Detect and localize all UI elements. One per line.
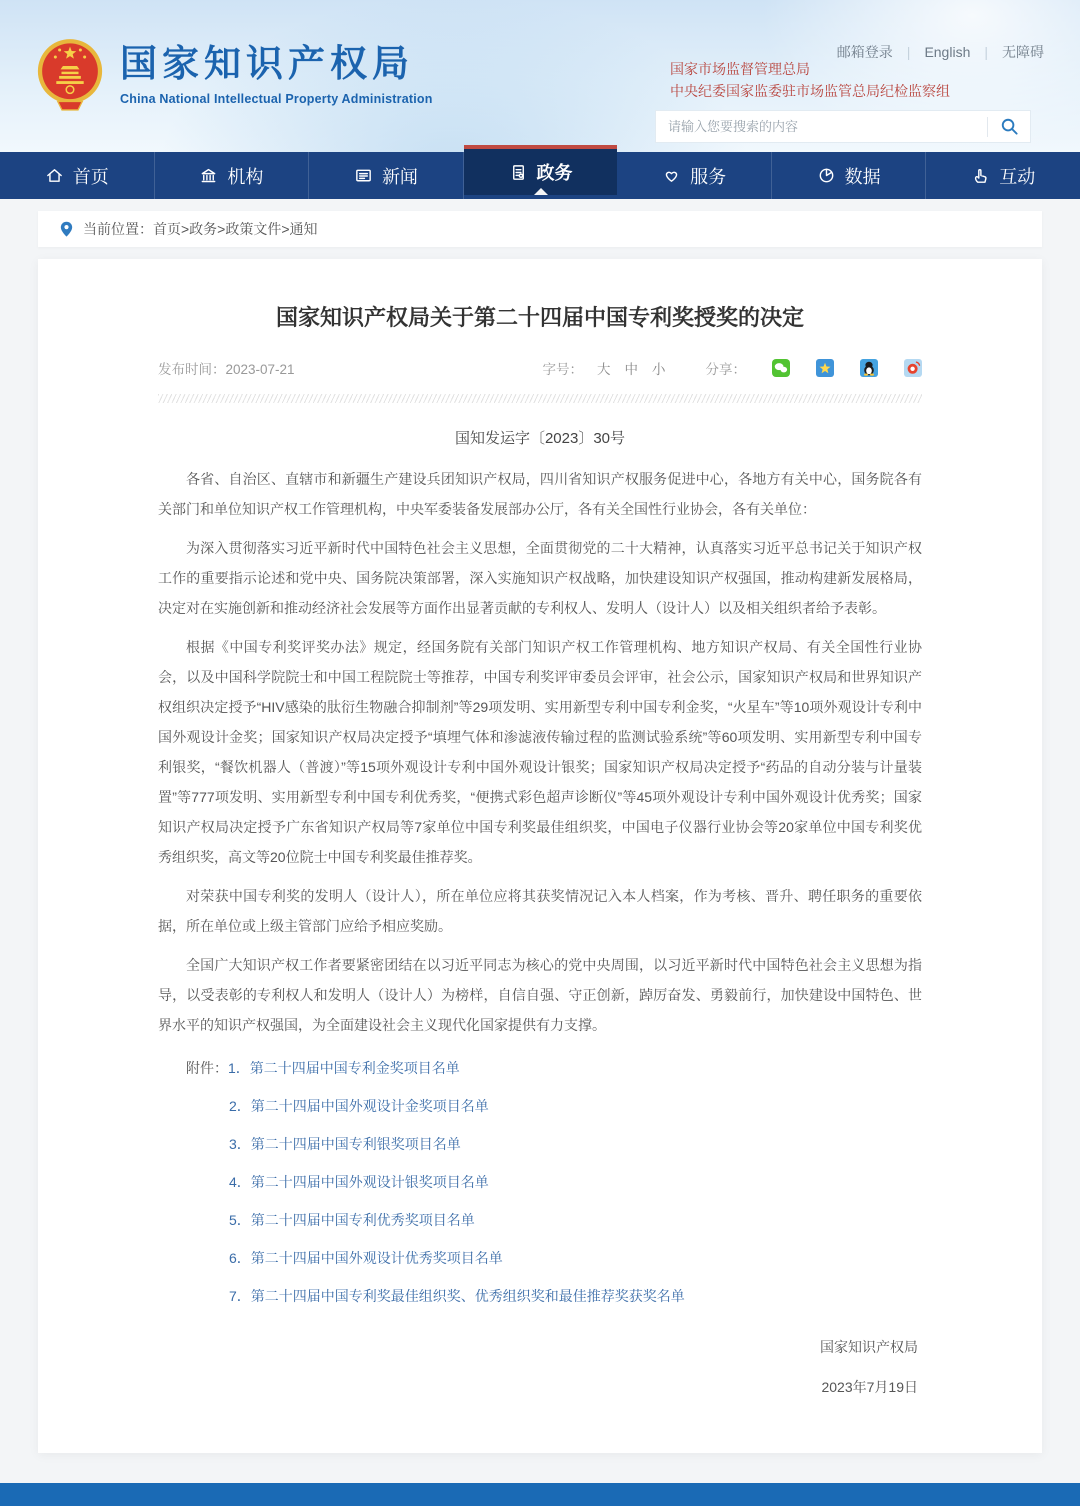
paragraph: 为深入贯彻落实习近平新时代中国特色社会主义思想，全面贯彻党的二十大精神，认真落实习近平总书记关于知识产权工作的重要指示论述和党中央、国务院决策部署，深入实施知识产权战略，加快建设知识产权强国，推动构建新发展格局，决定对在实施创新和推动经济社会发展等方面作出显著贡献的专利权人、发明人（设计人）以及相关组织者给予表彰。: [158, 540, 922, 616]
main-nav: [0, 152, 1080, 199]
divider-hatch: [158, 394, 922, 403]
nav-item-label: 数据: [844, 166, 881, 187]
attachment-link-3[interactable]: 3．第二十四届中国专利银奖项目名单: [229, 1136, 461, 1152]
signature-org: 国家知识产权局: [820, 1339, 918, 1355]
nav-item-label: 服务: [690, 166, 727, 187]
share-label: 分享：: [705, 362, 746, 377]
bank-icon: [199, 166, 218, 185]
site-header: [0, 0, 1080, 152]
qq-share-icon[interactable]: [860, 359, 878, 377]
location-pin-icon: [58, 220, 75, 238]
site-title-block: [120, 44, 433, 106]
publish-label: 发布时间：: [158, 362, 226, 377]
font-size-medium-button[interactable]: 中: [624, 362, 638, 377]
search-button[interactable]: [988, 111, 1030, 142]
related-agency-links: [670, 58, 950, 102]
attachment-link-6[interactable]: 6．第二十四届中国外观设计优秀奖项目名单: [229, 1250, 503, 1266]
publish-date: 2023-07-21: [225, 362, 295, 377]
divider: |: [984, 44, 988, 60]
main-content-area: [0, 199, 1080, 1483]
article-meta-row: [158, 358, 922, 378]
mail-login-link[interactable]: 邮箱登录: [836, 44, 893, 60]
article-title: 国家知识产权局关于第二十四届中国专利奖授奖的决定: [275, 305, 804, 330]
nav-item-org[interactable]: [155, 152, 310, 199]
attachment-link-1[interactable]: 1．第二十四届中国专利金奖项目名单: [228, 1060, 460, 1076]
article-card: [38, 259, 1042, 1453]
national-emblem-icon: [36, 36, 104, 114]
attachment-row: [158, 1163, 922, 1201]
paragraph: 全国广大知识产权工作者要紧密团结在以习近平同志为核心的党中央周围，以习近平新时代中国特色社会主义思想为指导，以受表彰的专利权人和发明人（设计人）为榜样，自信自强、守正创新，踔厉奋发、勇毅前行，加快建设中国特色、世界水平的知识产权强国，为全面建设社会主义现代化国家提供有力支撑。: [158, 957, 922, 1033]
data-icon: [817, 166, 836, 185]
attachment-row: [158, 1049, 922, 1087]
nav-item-label: 首页: [72, 166, 109, 187]
footer-bar: [0, 1483, 1080, 1506]
publish-time: [158, 358, 295, 378]
paragraph: 根据《中国专利奖评奖办法》规定，经国务院有关部门知识产权工作管理机构、地方知识产权局、有关全国性行业协会，以及中国科学院院士和中国工程院院士等推荐，中国专利奖评审委员会评审，社会公示，国家知识产权局和世界知识产权组织决定授予“HIV感染的肽衍生物融合抑制剂”等29项发明、实用新型专利中国专利金奖，“火星车”等10项外观设计专利中国外观设计金奖；国家知识产权局决定授予“填埋气体和渗滤液传输过程的监测试验系统”等60项发明、实用新型专利中国专利银奖，“餐饮机器人（普渡）”等15项外观设计专利中国外观设计银奖；国家知识产权局决定授予“药品的自动分装与计量装置”等777项发明、实用新型专利中国专利优秀奖，“便携式彩色超声诊断仪”等45项外观设计专利中国外观设计优秀奖；国家知识产权局决定授予广东省知识产权局等7家单位中国专利奖最佳组织奖，中国电子仪器行业协会等20家单位中国专利奖优秀组织奖，高文等20位院士中国专利奖最佳推荐奖。: [158, 639, 922, 865]
site-logo[interactable]: [36, 36, 433, 114]
attachments-label: 附件：: [186, 1060, 228, 1076]
service-icon: [662, 166, 681, 185]
nav-item-label: 机构: [227, 166, 264, 187]
accessibility-link[interactable]: 无障碍: [1002, 44, 1044, 60]
home-icon: [45, 166, 64, 185]
attachment-row: [158, 1087, 922, 1125]
nav-item-gov-affairs[interactable]: [464, 145, 618, 195]
document-number: 国知发运字〔2023〕30号: [454, 430, 626, 447]
font-size-large-button[interactable]: 大: [597, 362, 611, 377]
divider: |: [906, 44, 911, 60]
site-title: 国家知识产权局: [120, 43, 414, 85]
document-icon: [509, 163, 528, 182]
attachment-link-7[interactable]: 7．第二十四届中国专利奖最佳组织奖、优秀组织奖和最佳推荐奖获奖名单: [229, 1288, 685, 1304]
breadcrumb: [38, 211, 1042, 247]
nav-item-label: 政务: [536, 163, 573, 183]
nav-item-news[interactable]: [309, 152, 464, 199]
related-link-ccdi[interactable]: 中央纪委国家监委驻市场监管总局纪检监察组: [670, 83, 950, 99]
breadcrumb-path[interactable]: 首页>政务>政策文件>通知: [153, 221, 318, 237]
attachment-row: [158, 1125, 922, 1163]
attachment-link-5[interactable]: 5．第二十四届中国专利优秀奖项目名单: [229, 1212, 475, 1228]
meta-right: [543, 358, 923, 378]
font-size-small-button[interactable]: 小: [652, 362, 666, 377]
breadcrumb-prefix: 当前位置：: [83, 221, 153, 237]
wechat-share-icon[interactable]: [772, 359, 790, 377]
paragraph: 对荣获中国专利奖的发明人（设计人），所在单位应将其获奖情况记入本人档案，作为考核、晋升、聘任职务的重要依据，所在单位或上级主管部门应给予相应奖励。: [158, 888, 922, 934]
weibo-share-icon[interactable]: [904, 359, 922, 377]
share-icons: [746, 359, 922, 377]
article-body: [158, 464, 922, 1040]
nav-item-label: 互动: [999, 166, 1036, 187]
attachment-row: [158, 1201, 922, 1239]
qzone-share-icon[interactable]: [816, 359, 834, 377]
attachment-row: [158, 1239, 922, 1277]
interact-icon: [971, 166, 990, 185]
attachment-link-4[interactable]: 4．第二十四届中国外观设计银奖项目名单: [229, 1174, 489, 1190]
signature-date: 2023年7月19日: [821, 1379, 918, 1395]
font-size-label: 字号：: [542, 362, 583, 377]
search-icon: [1000, 117, 1019, 136]
attachment-row: [158, 1277, 922, 1315]
paragraph: 各省、自治区、直辖市和新疆生产建设兵团知识产权局，四川省知识产权服务促进中心，各地方有关中心，国务院各有关部门和单位知识产权工作管理机构，中央军委装备发展部办公厅，各有关全国性行业协会，各有关单位：: [158, 471, 922, 517]
attachments-list: [158, 1049, 922, 1315]
signature-block: [158, 1327, 922, 1407]
search-bar: [655, 110, 1031, 143]
site-title-en: China National Intellectual Property Administration: [120, 91, 433, 106]
nav-item-data[interactable]: [772, 152, 927, 199]
nav-item-services[interactable]: [617, 152, 772, 199]
nav-item-home[interactable]: [0, 152, 155, 199]
english-link[interactable]: English: [924, 44, 971, 60]
nav-item-label: 新闻: [381, 166, 418, 187]
attachment-link-2[interactable]: 2．第二十四届中国外观设计金奖项目名单: [229, 1098, 489, 1114]
search-input[interactable]: [656, 119, 987, 134]
related-link-samr[interactable]: 国家市场监督管理总局: [670, 61, 810, 77]
news-icon: [354, 166, 373, 185]
nav-item-interact[interactable]: [926, 152, 1080, 199]
